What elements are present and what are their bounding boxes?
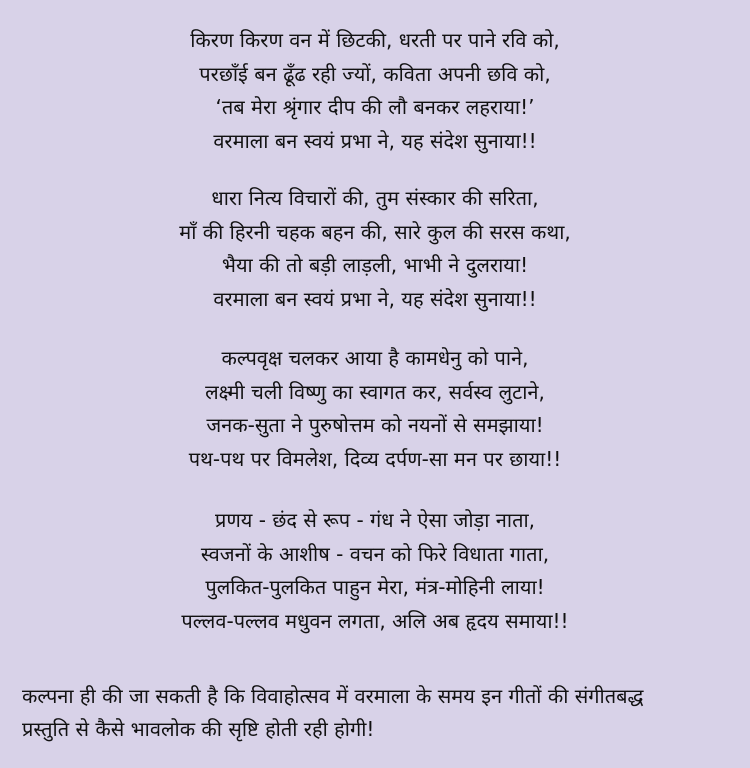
stanza-4-line-1: प्रणय - छंद से रूप - गंध ने ऐसा जोड़ा नाता, — [214, 508, 536, 532]
stanza-1-line-3: ‘तब मेरा श्रृंगार दीप की लौ बनकर लहराया!’ — [215, 95, 535, 119]
stanza-3-line-2: लक्ष्मी चली विष्णु का स्वागत कर, सर्वस्व लुटाने, — [205, 379, 545, 404]
closing-note — [22, 680, 737, 746]
stanza-1 — [0, 24, 750, 158]
stanza-3-line-3: जनक-सुता ने पुरुषोत्तम को नयनों से समझाया! — [206, 413, 544, 437]
stanza-4-line-3: पुलकित-पुलकित पाहुन मेरा, मंत्र-मोहिनी लाया! — [205, 575, 545, 599]
stanza-2-line-4: वरमाला बन स्वयं प्रभा ने, यह संदेश सुनाया!! — [213, 286, 537, 311]
stanza-2-line-1: धारा नित्य विचारों की, तुम संस्कार की सरिता, — [211, 186, 539, 210]
stanza-3-line-1: कल्पवृक्ष चलकर आया है कामधेनु को पाने, — [221, 346, 529, 370]
stanza-1-line-4: वरमाला बन स्वयं प्रभा ने, यह संदेश सुनाया!! — [213, 128, 537, 153]
closing-note-line-2: प्रस्तुति से कैसे भावलोक की सृष्टि होती रही होगी! — [22, 717, 375, 741]
stanza-2-line-2: माँ की हिरनी चहक बहन की, सारे कुल की सरस कथा, — [179, 219, 571, 244]
stanza-1-line-2: परछाँई बन ढूँढ रही ज्यों, कविता अपनी छवि को, — [199, 61, 551, 86]
stanza-3 — [0, 342, 750, 476]
closing-note-line-1: कल्पना ही की जा सकती है कि विवाहोत्सव में वरमाला के समय इन गीतों की संगीतबद्ध — [22, 684, 644, 708]
stanza-1-line-1: किरण किरण वन में छिटकी, धरती पर पाने रवि को, — [190, 28, 560, 52]
stanza-3-line-4: पथ-पथ पर विमलेश, दिव्य दर्पण-सा मन पर छाया!! — [188, 446, 562, 471]
stanza-2-line-3: भैया की तो बड़ी लाड़ली, भाभी ने दुलराया! — [221, 253, 529, 277]
stanza-2 — [0, 182, 750, 316]
stanza-4 — [0, 504, 750, 638]
stanza-4-line-4: पल्लव-पल्लव मधुवन लगता, अलि अब हृदय समाया!! — [181, 608, 569, 633]
stanza-4-line-2: स्वजनों के आशीष - वचन को फिरे विधाता गाता, — [200, 541, 550, 566]
